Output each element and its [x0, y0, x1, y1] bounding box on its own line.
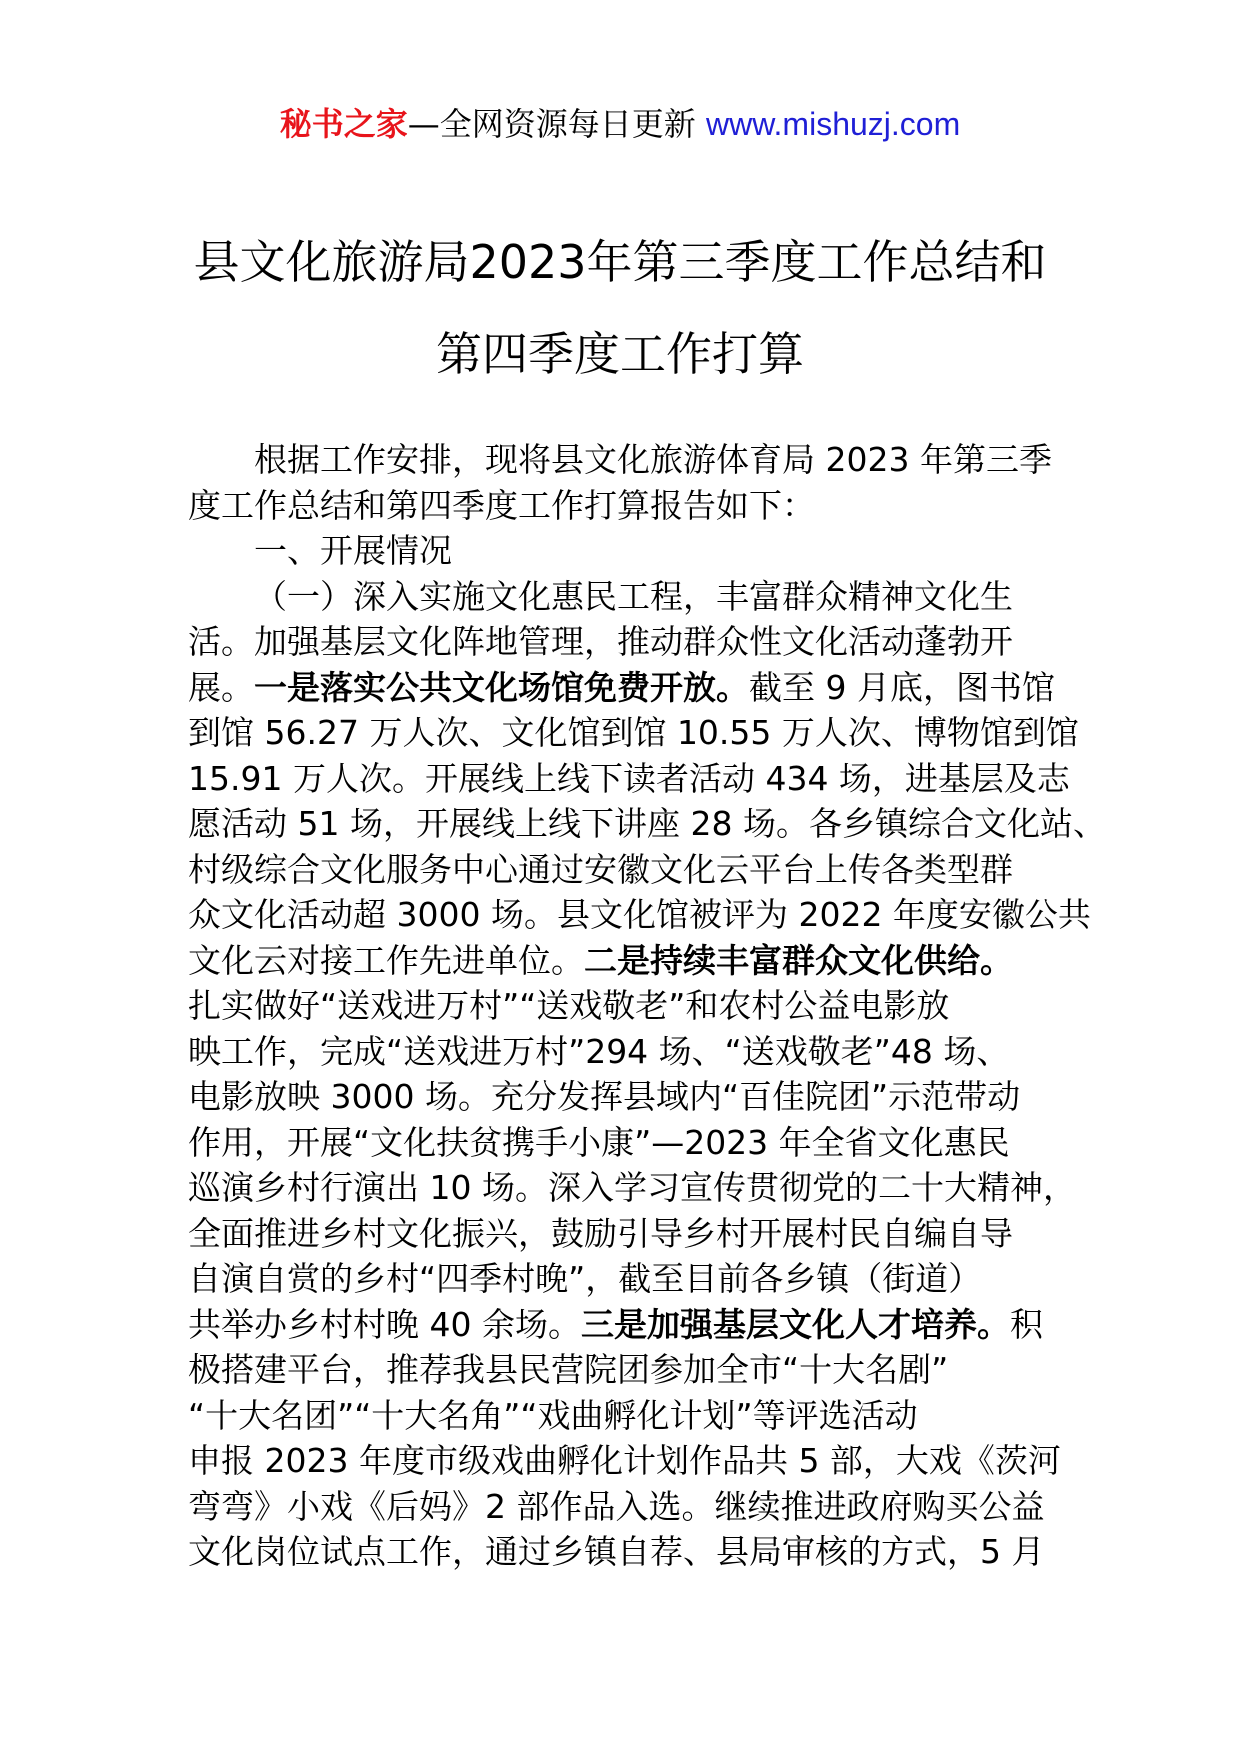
bold-heading-text: 三是加强基层文化人才培养。 [580, 1304, 1010, 1344]
body-line [188, 1029, 1068, 1075]
body-line [188, 710, 1079, 756]
body-line [188, 1529, 1068, 1575]
body-text-segment: 到馆 56.27 万人次、文化馆到馆 10.55 万人次、博物馆到馆 [188, 713, 1079, 752]
body-text-segment: 映工作，完成“送戏进万村”294 场、“送戏敬老”48 场、 [188, 1031, 1010, 1071]
body-text-segment: 申报 2023 年度市级戏曲孵化计划作品共 5 部，大戏《茨河 [188, 1441, 1061, 1480]
body-text-segment: 村级综合文化服务中心通过安徽文化云平台上传各类型群 [188, 849, 1013, 889]
document-body [188, 437, 1106, 1575]
body-line [188, 619, 1068, 665]
body-text-segment: （一）深入实施文化惠民工程，丰富群众精神文化生 [254, 576, 1013, 616]
header-slogan: 全网资源每日更新 [439, 105, 706, 143]
body-text-segment: 积 [1009, 1304, 1043, 1344]
body-line [188, 1302, 1068, 1348]
header-url-link[interactable]: www.mishuzj.com [705, 106, 961, 142]
body-line [188, 1393, 1068, 1439]
body-line [188, 1165, 1076, 1211]
body-line [188, 665, 1068, 711]
body-line [188, 1074, 1068, 1120]
body-text-segment: 极搭建平台，推荐我县民营院团参加全市“十大名剧” [188, 1350, 949, 1389]
body-line [188, 756, 1068, 802]
body-line [188, 1256, 1068, 1302]
body-text-segment: 活。加强基层文化阵地管理，推动群众性文化活动蓬勃开 [188, 622, 1013, 661]
body-text-segment: 展。 [188, 667, 254, 707]
body-line [188, 528, 1068, 574]
body-text-segment: 15.91 万人次。开展线上线下读者活动 434 场，进基层及志 [188, 758, 1070, 798]
body-text-segment: 作用，开展“文化扶贫携手小康”—2023 年全省文化惠民 [188, 1122, 1010, 1162]
body-text-segment: 全面推进乡村文化振兴，鼓励引导乡村开展村民自编自导 [188, 1213, 1013, 1253]
body-line [188, 847, 1068, 893]
body-text-segment: 电影放映 3000 场。充分发挥县域内“百佳院团”示范带动 [188, 1077, 1021, 1116]
body-text-segment: 根据工作安排，现将县文化旅游体育局 2023 年第三季 [254, 440, 1052, 479]
body-text-segment: 截至 9 月底，图书馆 [749, 667, 1055, 707]
body-line [188, 801, 1106, 847]
body-text-segment: 文化云对接工作先进单位。 [188, 940, 584, 980]
body-line [188, 1211, 1068, 1257]
bold-heading-text: 二是持续丰富群众文化供给。 [584, 940, 1013, 980]
body-text-segment: 愿活动 51 场，开展线上线下讲座 28 场。各乡镇综合文化站、 [188, 804, 1106, 843]
body-text-segment: 扎实做好“送戏进万村”“送戏敬老”和农村公益电影放 [188, 986, 950, 1025]
body-line [188, 1438, 1068, 1484]
body-line [188, 892, 1091, 938]
site-header [0, 100, 1240, 148]
document-title-line-2: 第四季度工作打算 [436, 327, 804, 381]
body-line [188, 483, 1068, 529]
body-line [188, 938, 1068, 984]
body-line [188, 1120, 1068, 1166]
body-text-segment: 自演自赏的乡村“四季村晚”，截至目前各乡镇（街道） [188, 1259, 982, 1298]
body-line [188, 983, 1068, 1029]
body-text-segment: 度工作总结和第四季度工作打算报告如下： [188, 485, 815, 525]
document-title-line-1: 县文化旅游局2023年第三季度工作总结和 [193, 235, 1047, 289]
body-line [188, 1347, 1068, 1393]
body-text-segment: 弯弯》小戏《后妈》2 部作品入选。继续推进政府购买公益 [188, 1486, 1045, 1526]
body-line [188, 437, 1068, 483]
bold-heading-text: 一是落实公共文化场馆免费开放。 [254, 667, 749, 707]
body-line [188, 1484, 1068, 1530]
body-text-segment: “十大名团”“十大名角”“戏曲孵化计划”等评选活动 [188, 1395, 918, 1435]
body-text-segment: 众文化活动超 3000 场。县文化馆被评为 2022 年度安徽公共 [188, 895, 1091, 934]
body-line [188, 574, 1068, 620]
body-text-segment: 文化岗位试点工作，通过乡镇自荐、县局审核的方式，5 月 [188, 1532, 1045, 1571]
body-text-segment: 巡演乡村行演出 10 场。深入学习宣传贯彻党的二十大精神， [188, 1168, 1076, 1207]
header-dash: — [407, 105, 440, 143]
body-text-segment: 共举办乡村村晚 40 余场。 [188, 1304, 581, 1344]
body-text-segment: 一、开展情况 [254, 531, 452, 570]
brand-name: 秘书之家 [279, 105, 408, 143]
